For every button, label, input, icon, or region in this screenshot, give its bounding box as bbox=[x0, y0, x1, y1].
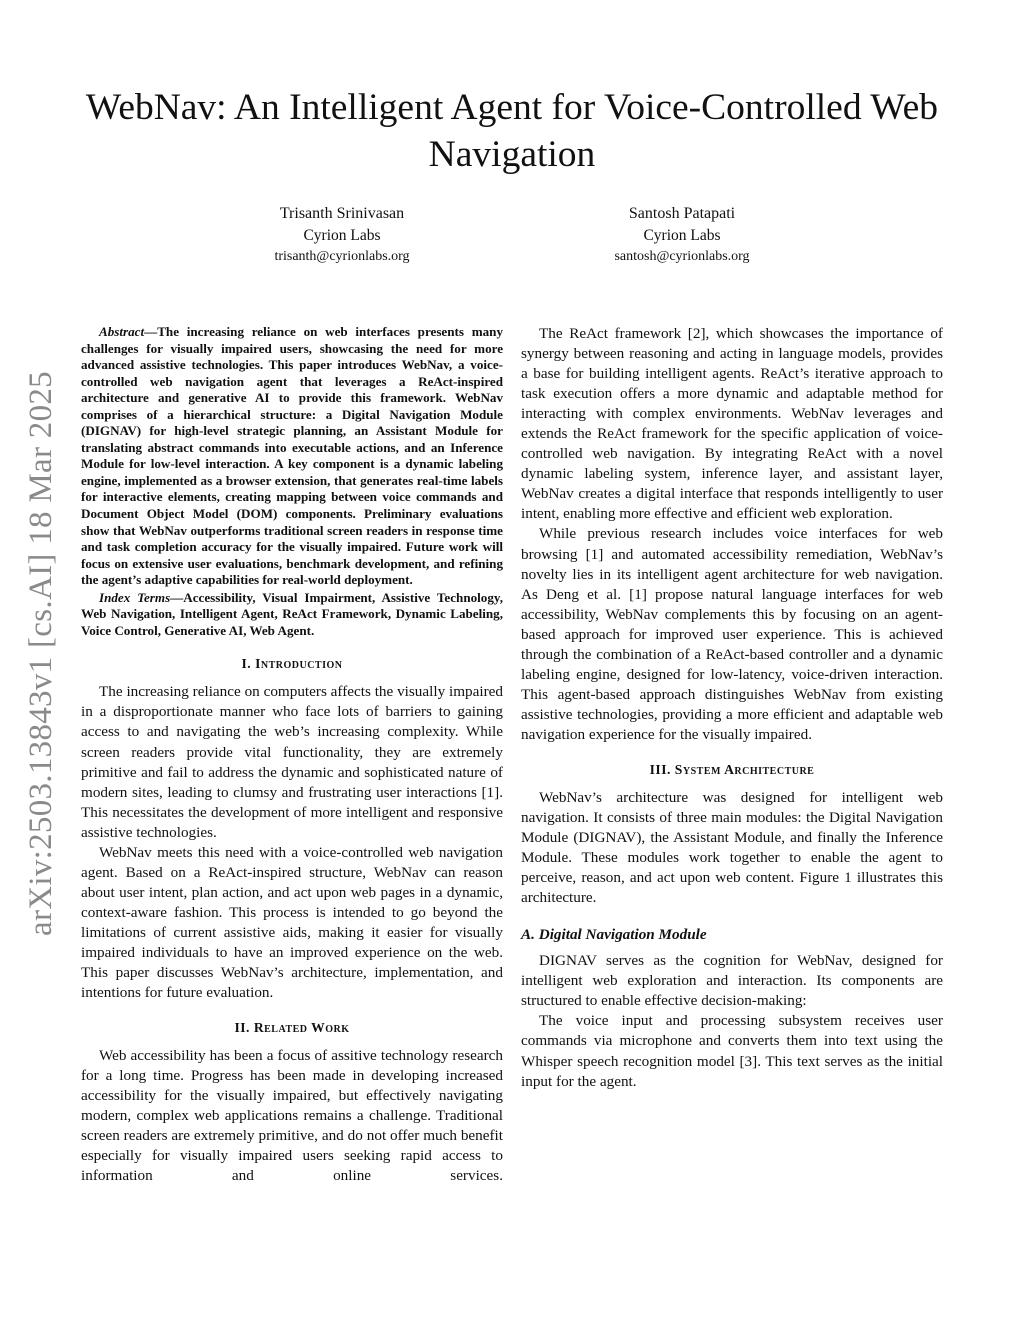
section-heading-related-work: II. Related Work bbox=[234, 1020, 350, 1036]
index-terms-label: Index Terms bbox=[99, 589, 171, 605]
author-name: Trisanth Srinivasan bbox=[279, 205, 405, 222]
abstract-text: The increasing reliance on web interfaces presents many challenges for visually impaired users, showcasing the need for more advanced assistive technologies. This paper introduces WebNav, a voice-controlled web navigation agent that leverages a ReAct-inspired architecture and generative AI to provide this framework. WebNav comprises of a hierarchical structure: a Digital Navigation Module (DIGNAV) for high-level strategic planning, an Assistant Module for translating abstract commands into executable actions, and an Inference Module for low-level interaction. A key component is a dynamic labeling engine, implemented as a browser extension, that generates real-time labels for interactive elements, creating mapping between voice commands and Document Object Model (DOM) components. Preliminary evaluations show that WebNav outperforms traditional screen readers in response time and task completion accuracy for the visually impaired. Future work will focus on extensive user evaluations, benchmark development, and refining the agent’s adaptive capabilities for real-world deployment. bbox=[81, 324, 503, 588]
left-column bbox=[81, 324, 503, 1186]
paragraph: The increasing reliance on computers affects the visually impaired in a disproportionate manner who face lots of barriers to gaining access to and navigating the web’s increasing complexity. While screen readers provide vital functionality, they are extremely primitive and fail to address the dynamic and sophisticated nature of modern sites, leading to clumsy and frustrating user interactions [1]. This necessitates the development of more intelligent and responsive assistive technologies. bbox=[81, 683, 503, 841]
right-column bbox=[521, 324, 943, 1092]
paragraph: The voice input and processing subsystem receives user commands via microphone and converts them into text using the Whisper speech recognition model [3]. This text serves as the initial input for the agent. bbox=[521, 1012, 943, 1090]
arxiv-stamp bbox=[12, 354, 70, 952]
paragraph: WebNav meets this need with a voice-controlled web navigation agent. Based on a ReAct-inspired structure, WebNav can reason about user intent, plan action, and act upon web pages in a dynamic, context-aware fashion. This process is intended to go beyond the limitations of current assistive aids, making it easier for visually impaired individuals to have an improved experience on the web. This paper discusses WebNav’s architecture, implementation, and intentions for future evaluation. bbox=[81, 843, 503, 1002]
index-terms-text: Accessibility, Visual Impairment, Assistive Technology, Web Navigation, Intelligent Agent, ReAct Framework, Dynamic Labeling, Voice Control, Generative AI, Web Agent. bbox=[81, 589, 503, 638]
arxiv-identifier: arXiv:2503.13843v1 [cs.AI] 18 Mar 2025 bbox=[22, 370, 59, 936]
author-email: santosh@cyrionlabs.org bbox=[614, 249, 750, 264]
abstract: Abstract—The increasing reliance on web interfaces presents many challenges for visually impaired users, showcasing the need for more advanced assistive technologies. This paper introduces WebNav, a voice-controlled web navigation agent that leverages a ReAct-inspired architecture and generative AI to provide this framework. WebNav comprises of a hierarchical structure: a Digital Navigation Module (DIGNAV) for high-level strategic planning, an Assistant Module for translating abstract commands into executable actions, and an Inference Module for low-level interaction. A key component is a dynamic labeling engine, implemented as a browser extension, that generates real-time labels for interactive elements, creating mapping between voice commands and Document Object Model (DOM) components. Preliminary evaluations show that WebNav outperforms traditional screen readers in response time and task completion accuracy for the visually impaired. Future work will focus on extensive user evaluations, benchmark development, and refining the agent’s adaptive capabilities for real-world deployment. bbox=[81, 324, 503, 588]
paragraph: Web accessibility has been a focus of assitive technology research for a long time. Progress has been made in developing increased accessibility for the visually impaired, but effectively navigating modern, complex web applications remains a challenge. Traditional screen readers are extremely primitive, and do not offer much benefit especially for visually impaired users seeking rapid access to information and online services. bbox=[81, 1047, 503, 1185]
paragraph: DIGNAV serves as the cognition for WebNav, designed for intelligent web exploration and interaction. Its components are structured to enable effective decision-making: bbox=[521, 952, 943, 1010]
paragraph: While previous research includes voice interfaces for web browsing [1] and automated accessibility remediation, WebNav’s novelty lies in its intelligent agent architecture for web navigation. As Deng et al. [1] propose natural language interfaces for web accessibility, WebNav complements this by focusing on an agent-based approach for improved user experience. This is achieved through the combination of a ReAct-based controller and a dynamic labeling engine, designed for low-latency, voice-driven interaction. This agent-based approach distinguishes WebNav from existing assistive technologies, providing a more efficient and adaptable web navigation experience for the visually impaired. bbox=[521, 525, 943, 743]
author-affiliation: Cyrion Labs bbox=[303, 226, 381, 244]
author-affiliation: Cyrion Labs bbox=[643, 226, 721, 244]
author-name: Santosh Patapati bbox=[628, 205, 736, 222]
section-heading-introduction: I. Introduction bbox=[241, 656, 343, 672]
subsection-heading-digital-navigation-module: A. Digital Navigation Module bbox=[521, 926, 707, 944]
author-email: trisanth@cyrionlabs.org bbox=[274, 249, 410, 264]
abstract-label: Abstract bbox=[99, 324, 145, 339]
paragraph: The ReAct framework [2], which showcases the importance of synergy between reasoning and acting in language models, provides a base for building intelligent agents. ReAct’s iterative approach to task execution offers a more dynamic and adaptable method for interacting with complex environments. WebNav leverages and extends the ReAct framework for the specific application of voice-controlled web navigation. By integrating ReAct with a novel dynamic labeling system, inference layer, and assistant layer, WebNav creates a digital interface that responds intelligently to user intent, enabling more effective and efficient web exploration. bbox=[521, 325, 943, 523]
author-block-1 bbox=[192, 203, 492, 268]
paragraph: WebNav’s architecture was designed for intelligent web navigation. It consists of three main modules: the Digital Navigation Module (DIGNAV), the Assistant Module, and finally the Inference Module. These modules work together to enable the agent to perceive, reason, and act upon web content. Figure 1 illustrates this architecture. bbox=[521, 788, 943, 907]
author-block-2 bbox=[532, 203, 832, 268]
section-heading-system-architecture: III. System Architecture bbox=[649, 761, 815, 777]
paper-title: WebNav: An Intelligent Agent for Voice-Controlled Web Navigation bbox=[85, 87, 939, 175]
index-terms: Index Terms—Accessibility, Visual Impairment, Assistive Technology, Web Navigation, Intelligent Agent, ReAct Framework, Dynamic Labeling, Voice Control, Generative AI, Web Agent. bbox=[81, 589, 503, 638]
